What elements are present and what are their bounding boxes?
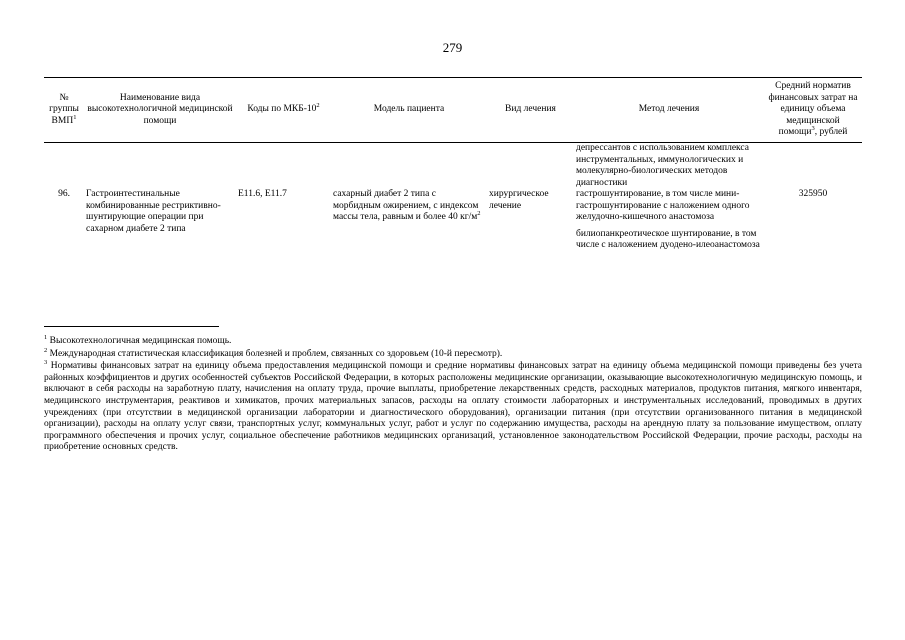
method-item: гастрошунтирование, в том числе мини-гастрошунтирование с наложением одного желудочно-кишечного анастомоза	[576, 189, 750, 222]
vmp-table	[44, 77, 862, 252]
header-treatment-type: Вид лечения	[487, 78, 574, 143]
table-header-row	[44, 78, 862, 143]
cost-value: 325950	[798, 189, 828, 199]
treatment-type: хирургическое лечение	[489, 189, 549, 211]
footnote-3: $^3$ Нормативы финансовых затрат на единицу объема предоставления медицинской помощи и средние нормативы финансовых затрат на единицу объема медицинской помощи приведены без учета районных коэффициентов и других особенностей субъектов Российской Федерации, в которых расположены медицинские организации, оказывающие высокотехнологичную медицинскую помощь, и включают в себя расходы на заработную плату, начисления на оплату труда, прочие выплаты, приобретение лекарственных средств, расходных материалов, продуктов питания, мягкого инвентаря, медицинского инструментария, реактивов и химикатов, прочих материальных запасов, расходы на оплату стоимости лабораторных и инструментальных исследований, проводимых в других учреждениях (при отсутствии в медицинской организации лаборатории и диагностического оборудования), организации питания (при отсутствии организованного питания в медицинской организации), расходы на оплату услуг связи, транспортных услуг, коммунальных услуг, работ и услуг по содержанию имущества, расходы на арендную плату за пользование имуществом, оплату программного обеспечения и прочих услуг, социальное обеспечение работников медицинских организаций, установленное законодательством Российской Федерации, прочие расходы, расходы на приобретение основных средств.	[44, 359, 862, 453]
header-icd-codes: Коды по МКБ-$10^2$	[236, 78, 331, 143]
footnote-2: $^2$ Международная статистическая классификация болезней и проблем, связанных со здоровьем (10-й пересмотр).	[44, 346, 503, 359]
care-type-name: Гастроинтестинальные комбинированные рестриктивно-шунтирующие операции при сахарном диабете 2 типа	[86, 189, 221, 234]
treatment-methods	[574, 189, 764, 252]
patient-model: сахарный диабет 2 типа с морбидным ожирением, с индексом массы тела, равным и более 40 $кг/м^2$	[333, 189, 481, 222]
header-treatment-method: Метод лечения	[574, 78, 764, 143]
header-patient-model: Модель пациента	[331, 78, 487, 143]
footnotes	[44, 333, 862, 455]
header-cost-standard: Средний норматив финансовых затрат на единицу объема медицинской помощи$^3$, рублей	[764, 78, 862, 143]
table-row	[44, 189, 862, 252]
page-number: 279	[442, 40, 463, 55]
footnote-1: $^1$ Высокотехнологичная медицинская помощь.	[44, 333, 232, 346]
method-item: билиопанкреотическое шунтирование, в том числе с наложением дуодено-илеоанастомоза	[576, 228, 760, 250]
header-care-type: Наименование вида высокотехнологичной медицинской помощи	[84, 78, 236, 143]
icd-codes: E11.6, E11.7	[238, 189, 287, 199]
method-continuation: депрессантов с использованием комплекса инструментальных, иммунологических и молекулярно-биологических методов диагностики	[576, 143, 749, 188]
group-number: 96.	[58, 189, 70, 199]
table-row-continuation	[44, 143, 862, 190]
header-group-number: № группы ВМП$^1$	[44, 78, 84, 143]
footnote-separator	[44, 326, 219, 327]
